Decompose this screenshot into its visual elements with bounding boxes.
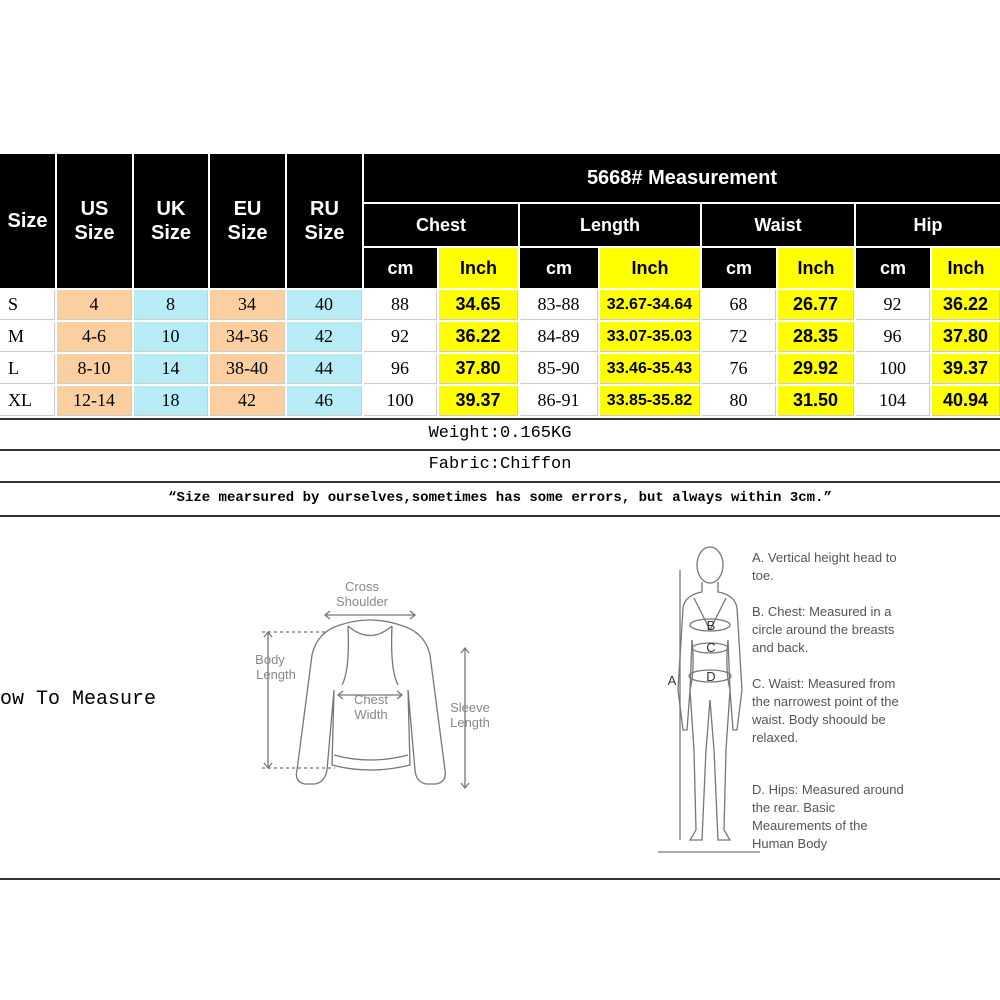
- chest-cm-label: cm: [387, 257, 414, 278]
- chest-cm-header: [364, 248, 437, 288]
- table-cell-hip-in: 40.94: [932, 386, 1000, 416]
- table-cell-ru: 46: [287, 386, 362, 416]
- table-cell-uk: 10: [134, 322, 208, 352]
- table-cell-chest-in: 39.37: [439, 386, 518, 416]
- table-cell-hip-in: 37.80: [932, 322, 1000, 352]
- table-cell-size: S: [0, 290, 55, 320]
- waist-inch-header: [778, 248, 854, 288]
- length-group-label: Length: [580, 214, 640, 235]
- length-group-header: [520, 204, 700, 246]
- uk-size-header-label: UK Size: [150, 198, 192, 244]
- table-cell-chest-cm: 96: [364, 354, 437, 384]
- table-cell-length-cm: 84-89: [520, 322, 598, 352]
- eu-size-header-label: EU Size: [227, 198, 268, 244]
- table-cell-size: L: [0, 354, 55, 384]
- table-cell-waist-cm: 72: [702, 322, 776, 352]
- table-cell-us: 4: [57, 290, 132, 320]
- hip-inch-label: Inch: [947, 257, 985, 278]
- length-cm-header: [520, 248, 598, 288]
- table-cell-ru: 44: [287, 354, 362, 384]
- table-cell-uk: 14: [134, 354, 208, 384]
- chest-inch-label: Inch: [459, 257, 497, 278]
- waist-cm-header: [702, 248, 776, 288]
- legend-b: B. Chest: Measured in a circle around the breasts and back.: [752, 604, 895, 655]
- hip-cm-header: [856, 248, 930, 288]
- legend-c: C. Waist: Measured from the narrowest point of the waist. Body shoould be relaxed.: [752, 676, 899, 745]
- table-cell-uk: 8: [134, 290, 208, 320]
- table-cell-eu: 34-36: [210, 322, 285, 352]
- table-cell-us: 12-14: [57, 386, 132, 416]
- table-cell-chest-cm: 88: [364, 290, 437, 320]
- table-cell-length-cm: 85-90: [520, 354, 598, 384]
- table-cell-hip-cm: 100: [856, 354, 930, 384]
- body-diagram: [650, 540, 760, 860]
- table-cell-waist-cm: 80: [702, 386, 776, 416]
- chest-width-label: Chest Width: [354, 692, 388, 722]
- measurement-title-label: 5668# Measurement: [586, 167, 778, 189]
- table-cell-chest-in: 36.22: [439, 322, 518, 352]
- waist-inch-label: Inch: [797, 257, 835, 278]
- how-to-measure-label: ow To Measure: [0, 688, 157, 711]
- divider: [0, 481, 1000, 483]
- length-inch-header: [600, 248, 700, 288]
- table-cell-us: 8-10: [57, 354, 132, 384]
- table-cell-eu: 34: [210, 290, 285, 320]
- divider: [0, 418, 1000, 420]
- table-cell-us: 4-6: [57, 322, 132, 352]
- chest-group-label: Chest: [415, 214, 466, 235]
- table-cell-size: XL: [0, 386, 55, 416]
- table-cell-waist-in: 28.35: [778, 322, 854, 352]
- table-cell-eu: 42: [210, 386, 285, 416]
- divider: [0, 449, 1000, 451]
- table-cell-uk: 18: [134, 386, 208, 416]
- eu-size-header: [210, 154, 285, 288]
- length-inch-label: Inch: [631, 257, 669, 278]
- sweater-illustration: [240, 570, 520, 800]
- measurement-note: “Size mearsured by ourselves,sometimes has some errors, but always within 3cm.”: [168, 490, 832, 506]
- table-cell-chest-cm: 100: [364, 386, 437, 416]
- size-header-label: Size: [7, 210, 48, 232]
- table-cell-chest-in: 37.80: [439, 354, 518, 384]
- table-cell-ru: 40: [287, 290, 362, 320]
- table-cell-waist-cm: 68: [702, 290, 776, 320]
- waist-group-header: [702, 204, 854, 246]
- table-cell-hip-cm: 92: [856, 290, 930, 320]
- sleeve-length-label: Sleeve Length: [450, 700, 490, 730]
- legend-d: D. Hips: Measured around the rear. Basic Meaurements of the Human Body: [752, 782, 904, 851]
- body-length-label: Body Length: [255, 652, 296, 682]
- us-size-header-label: US Size: [74, 198, 115, 244]
- table-cell-waist-in: 31.50: [778, 386, 854, 416]
- waist-group-label: Waist: [754, 214, 802, 235]
- divider: [0, 878, 1000, 880]
- table-cell-hip-cm: 104: [856, 386, 930, 416]
- table-cell-size: M: [0, 322, 55, 352]
- cross-shoulder-label: Cross Shoulder: [335, 579, 389, 609]
- uk-size-header: [134, 154, 208, 288]
- waist-cm-label: cm: [725, 257, 752, 278]
- hip-inch-header: [932, 248, 1000, 288]
- legend-a: A. Vertical height head to toe.: [752, 550, 897, 583]
- hip-group-label: Hip: [913, 214, 943, 235]
- table-cell-waist-cm: 76: [702, 354, 776, 384]
- label-c: C: [706, 640, 716, 655]
- table-cell-waist-in: 26.77: [778, 290, 854, 320]
- hip-group-header: [856, 204, 1000, 246]
- table-cell-hip-in: 36.22: [932, 290, 1000, 320]
- chest-group-header: [364, 204, 518, 246]
- ru-size-header: [287, 154, 362, 288]
- table-cell-hip-cm: 96: [856, 322, 930, 352]
- us-size-header: [57, 154, 132, 288]
- garment-diagram: [240, 570, 520, 800]
- label-a: A: [667, 673, 677, 688]
- fabric-info: Fabric:Chiffon: [428, 455, 572, 474]
- table-cell-length-cm: 86-91: [520, 386, 598, 416]
- table-cell-length-cm: 83-88: [520, 290, 598, 320]
- table-cell-length-in: 32.67-34.64: [600, 290, 700, 320]
- size-header: [0, 154, 55, 288]
- weight-info: Weight:0.165KG: [428, 424, 572, 443]
- ru-size-header-label: RU Size: [304, 198, 345, 244]
- length-cm-label: cm: [545, 257, 572, 278]
- table-cell-length-in: 33.07-35.03: [600, 322, 700, 352]
- table-cell-chest-in: 34.65: [439, 290, 518, 320]
- table-cell-chest-cm: 92: [364, 322, 437, 352]
- table-cell-length-in: 33.46-35.43: [600, 354, 700, 384]
- table-cell-waist-in: 29.92: [778, 354, 854, 384]
- chest-inch-header: [439, 248, 518, 288]
- table-cell-length-in: 33.85-35.82: [600, 386, 700, 416]
- table-cell-eu: 38-40: [210, 354, 285, 384]
- measurement-title: [364, 154, 1000, 202]
- human-body-illustration: [650, 540, 760, 860]
- label-d: D: [706, 669, 716, 684]
- table-cell-ru: 42: [287, 322, 362, 352]
- label-b: B: [706, 618, 716, 633]
- divider: [0, 515, 1000, 517]
- table-cell-hip-in: 39.37: [932, 354, 1000, 384]
- hip-cm-label: cm: [879, 257, 906, 278]
